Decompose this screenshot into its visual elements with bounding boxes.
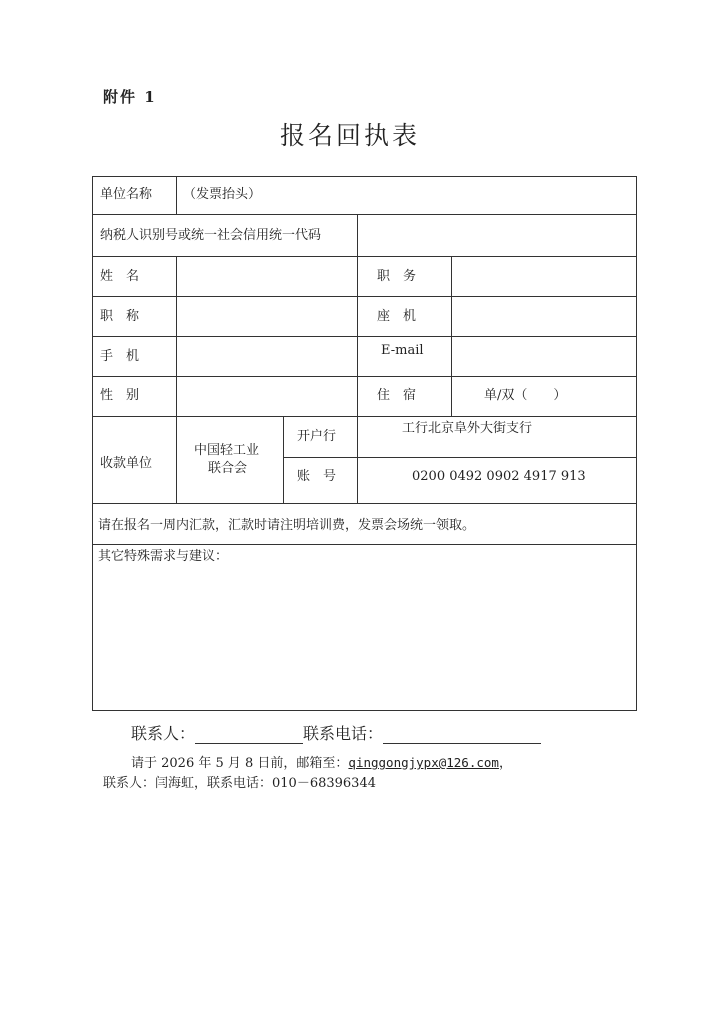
row-divider bbox=[92, 503, 637, 504]
gender-field[interactable] bbox=[177, 377, 357, 416]
landline-field[interactable] bbox=[452, 297, 636, 336]
name-label: 姓 名 bbox=[100, 269, 140, 284]
contact-line bbox=[131, 721, 541, 744]
payee-label: 收款单位 bbox=[100, 456, 153, 471]
position-field[interactable] bbox=[452, 257, 636, 296]
tax-id-label: 纳税人识别号或统一社会信用统一代码 bbox=[100, 228, 322, 243]
email-link[interactable]: qinggongjypx@126.com bbox=[348, 755, 499, 770]
row-divider bbox=[92, 376, 637, 377]
row-divider bbox=[283, 457, 637, 458]
row-divider bbox=[92, 416, 637, 417]
job-title-field[interactable] bbox=[177, 297, 357, 336]
bank-label: 开户行 bbox=[297, 429, 337, 444]
tax-id-field[interactable] bbox=[358, 215, 636, 256]
registration-form-table bbox=[92, 176, 637, 711]
payee-name-line2: 联合会 bbox=[208, 461, 248, 476]
column-divider bbox=[176, 416, 177, 503]
column-divider bbox=[357, 256, 358, 416]
contact-note: 联系人：闫海虹，联系电话：010－68396344 bbox=[103, 776, 376, 791]
row-divider bbox=[92, 544, 637, 545]
gender-label: 性 别 bbox=[100, 388, 140, 403]
attachment-label: 附件 1 bbox=[103, 88, 157, 106]
email-label: E-mail bbox=[381, 343, 424, 358]
contact-phone-label: 联系电话： bbox=[303, 724, 384, 743]
lodging-label: 住 宿 bbox=[377, 388, 417, 403]
bank-value: 工行北京阜外大街支行 bbox=[402, 421, 533, 436]
contact-person-label: 联系人： bbox=[131, 724, 196, 743]
lodging-field[interactable]: 单/双（ ） bbox=[484, 388, 567, 403]
landline-label: 座 机 bbox=[377, 309, 417, 324]
mobile-field[interactable] bbox=[177, 337, 357, 376]
unit-name-field[interactable]: （发票抬头） bbox=[183, 187, 262, 202]
deadline-text: 请于 2026 年 5 月 8 日前，邮箱至： bbox=[131, 756, 349, 771]
column-divider bbox=[283, 416, 284, 503]
page-title: 报名回执表 bbox=[279, 121, 420, 150]
account-label: 账 号 bbox=[297, 469, 337, 484]
name-field[interactable] bbox=[177, 257, 357, 296]
contact-phone-field[interactable] bbox=[383, 727, 541, 744]
job-title-label: 职 称 bbox=[100, 309, 140, 324]
unit-name-label: 单位名称 bbox=[100, 187, 153, 202]
table-border-right bbox=[636, 176, 637, 711]
table-border-bottom bbox=[92, 710, 637, 711]
column-divider bbox=[176, 176, 177, 214]
account-value: 0200 0492 0902 4917 913 bbox=[412, 469, 586, 484]
table-border-top bbox=[92, 176, 637, 177]
mobile-label: 手 机 bbox=[100, 349, 140, 364]
email-field[interactable] bbox=[452, 337, 636, 376]
other-requests-label: 其它特殊需求与建议： bbox=[98, 549, 229, 564]
contact-person-field[interactable] bbox=[195, 727, 303, 744]
payee-name-line1: 中国轻工业 bbox=[194, 443, 260, 458]
other-requests-field[interactable] bbox=[93, 566, 636, 709]
deadline-note bbox=[131, 752, 512, 771]
position-label: 职 务 bbox=[377, 269, 417, 284]
payment-note: 请在报名一周内汇款，汇款时请注明培训费，发票会场统一领取。 bbox=[98, 518, 476, 533]
column-divider bbox=[357, 416, 358, 503]
comma-text: ， bbox=[498, 756, 512, 771]
